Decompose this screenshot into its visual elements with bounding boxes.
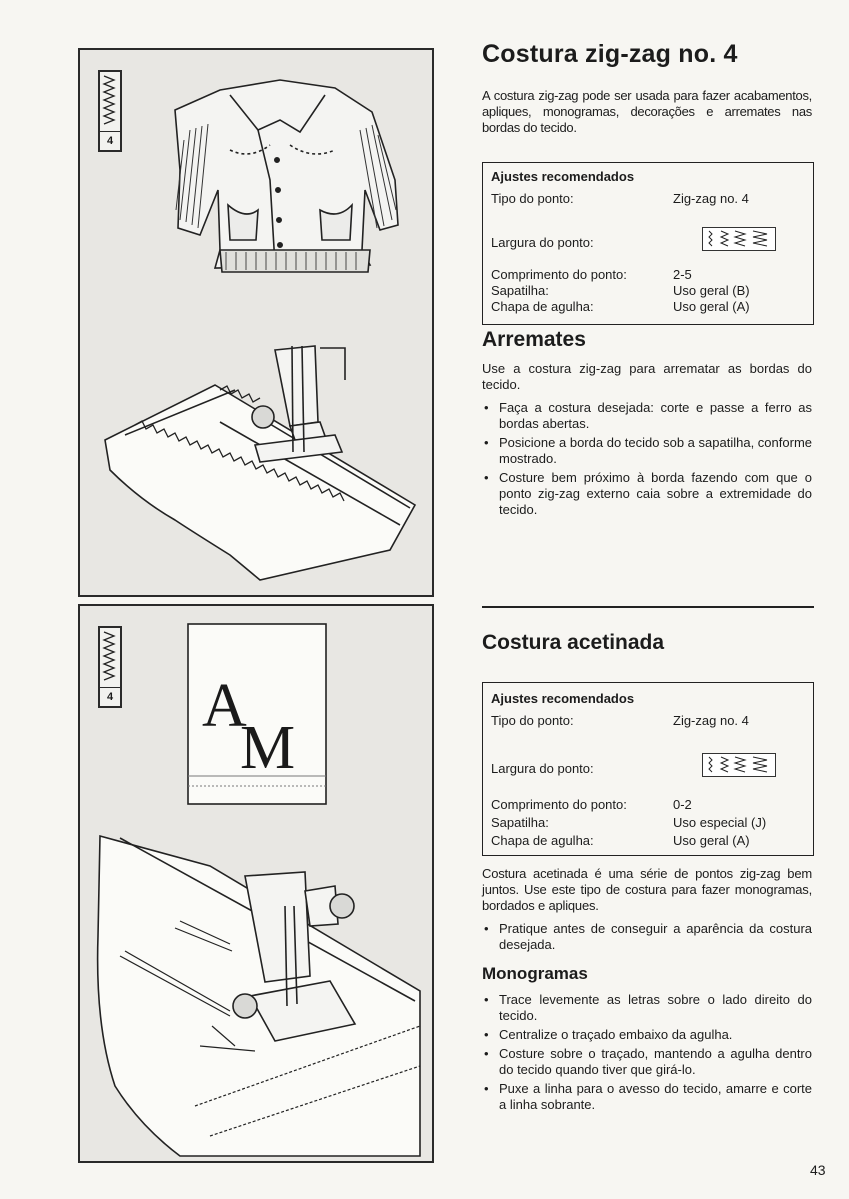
settings-label: Tipo do ponto:	[491, 191, 574, 206]
bullet-dot: •	[484, 400, 489, 415]
jacket-drawing	[175, 80, 398, 272]
section1-intro: A costura zig-zag pode ser usada para fazer acabamentos, apliques, monogramas, decorações e arremates nas bordas do tecido.	[482, 88, 812, 135]
stitch-width-icon	[702, 227, 776, 251]
stitch-number-2: 4	[100, 687, 120, 706]
section-divider	[482, 606, 814, 608]
list-item	[482, 921, 812, 953]
bullet-dot: •	[484, 435, 489, 450]
pratique-list	[482, 921, 812, 956]
jacket-and-presser-foot-illustration	[80, 50, 432, 595]
stitch-number: 4	[100, 131, 120, 150]
settings-label: Comprimento do ponto:	[491, 797, 627, 812]
list-item	[482, 400, 812, 432]
list-item	[482, 435, 812, 467]
monogramas-list	[482, 992, 812, 1116]
list-item-text: Puxe a linha para o avesso do tecido, amarre e corte a linha sobrante.	[499, 1081, 812, 1112]
arremates-list	[482, 400, 812, 521]
list-item-text: Pratique antes de conseguir a aparência da costura desejada.	[499, 921, 812, 952]
bullet-dot: •	[484, 992, 489, 1007]
monogram-letter-m: M	[240, 714, 296, 782]
monogramas-heading: Monogramas	[482, 964, 588, 983]
settings-value: Zig-zag no. 4	[673, 191, 749, 206]
illustration-panel-jacket	[78, 48, 434, 597]
bullet-dot: •	[484, 1027, 489, 1042]
bullet-dot: •	[484, 470, 489, 485]
monogram-letter-a: A	[202, 672, 247, 740]
presser-foot	[252, 346, 345, 462]
list-item-text: Trace levemente as letras sobre o lado direito do tecido.	[499, 992, 812, 1023]
settings-label: Chapa de agulha:	[491, 299, 594, 314]
settings-value: Uso especial (J)	[673, 815, 767, 830]
section1-title: Costura zig-zag no. 4	[482, 40, 738, 68]
arremates-intro: Use a costura zig-zag para arrematar as bordas do tecido.	[482, 361, 812, 392]
settings-box-1	[482, 162, 814, 325]
settings-value: 2-5	[673, 267, 692, 282]
list-item-text: Costure sobre o traçado, mantendo a agulha dentro do tecido quando tiver que girá-lo.	[499, 1046, 812, 1077]
illustration-panel-monogram	[78, 604, 434, 1163]
list-item-text: Centralize o traçado embaixo da agulha.	[499, 1027, 733, 1042]
bullet-dot: •	[484, 1046, 489, 1061]
section2-title: Costura acetinada	[482, 631, 665, 654]
settings-value: Uso geral (B)	[673, 283, 750, 298]
section2-intro: Costura acetinada é uma série de pontos zig-zag bem juntos. Use este tipo de costura para fazer monogramas, bordados e apliques.	[482, 866, 812, 913]
settings-value: Uso geral (A)	[673, 833, 750, 848]
settings-heading: Ajustes recomendados	[491, 691, 635, 706]
monogram-sample	[188, 624, 326, 804]
list-item-text: Posicione a borda do tecido sob a sapatilha, conforme mostrado.	[499, 435, 812, 466]
settings-label: Sapatilha:	[491, 815, 549, 830]
list-item-text: Costure bem próximo à borda fazendo com que o ponto zig-zag externo caia sobre a extremidade do tecido.	[499, 470, 812, 517]
settings-label: Comprimento do ponto:	[491, 267, 627, 282]
page-number: 43	[810, 1162, 826, 1178]
settings-value: 0-2	[673, 797, 692, 812]
settings-label: Sapatilha:	[491, 283, 549, 298]
list-item	[482, 470, 812, 518]
settings-value: Zig-zag no. 4	[673, 713, 749, 728]
monogram-and-satin-illustration	[80, 606, 432, 1161]
settings-box-2	[482, 682, 814, 856]
list-item	[482, 1081, 812, 1113]
settings-heading: Ajustes recomendados	[491, 169, 635, 184]
settings-label: Largura do ponto:	[491, 235, 594, 250]
stitch-width-icon-2	[702, 753, 776, 777]
settings-label: Largura do ponto:	[491, 761, 594, 776]
arremates-heading: Arremates	[482, 328, 586, 351]
bullet-dot: •	[484, 921, 489, 936]
list-item	[482, 1027, 812, 1043]
list-item	[482, 1046, 812, 1078]
settings-value: Uso geral (A)	[673, 299, 750, 314]
list-item	[482, 992, 812, 1024]
bullet-dot: •	[484, 1081, 489, 1096]
settings-label: Tipo do ponto:	[491, 713, 574, 728]
list-item-text: Faça a costura desejada: corte e passe a ferro as bordas abertas.	[499, 400, 812, 431]
settings-label: Chapa de agulha:	[491, 833, 594, 848]
